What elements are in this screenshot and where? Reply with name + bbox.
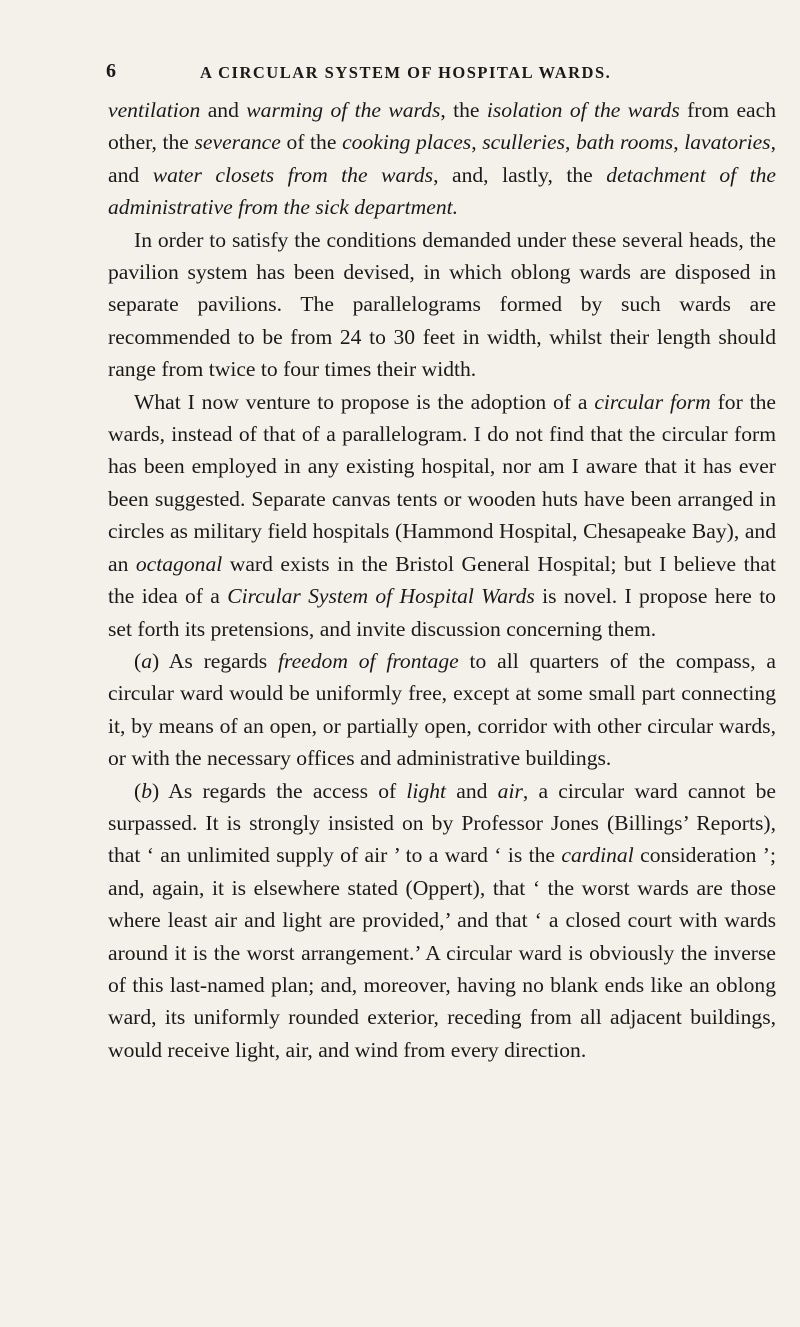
text-segment: and — [446, 778, 498, 803]
italic-text-segment: detachment of the administrative from the sick department. — [108, 162, 777, 220]
text-segment: is novel. I propose here to set forth its pretensions, and invite discussion concerning them. — [108, 584, 776, 641]
text-segment: ( — [134, 648, 142, 673]
italic-text-segment: water closets from the wards — [152, 162, 434, 187]
text-segment: of the — [280, 130, 343, 155]
italic-text-segment: octagonal — [135, 551, 223, 576]
text-segment: , a circular ward cannot be surpassed. It is strongly insisted on by Professor Jones (Billings’ Reports), that ‘ an unlimited supply of air ’ to a ward ‘ is the — [108, 778, 777, 868]
italic-text-segment: b — [141, 778, 152, 803]
italic-text-segment: sculleries — [482, 130, 565, 155]
italic-text-segment: bath rooms — [576, 130, 674, 155]
text-segment: , and — [108, 130, 776, 187]
italic-text-segment: Circular System of Hospital Wards — [227, 584, 535, 609]
text-segment: What I now venture to propose is the adoption of a — [134, 389, 595, 414]
italic-text-segment: circular form — [594, 389, 711, 414]
italic-text-segment: a — [141, 648, 152, 673]
italic-text-segment: air — [497, 778, 523, 803]
italic-text-segment: warming of the wards — [246, 98, 441, 122]
paragraph — [108, 94, 776, 224]
text-segment: for the wards, instead of that of a parallelogram. I do not find that the circular form has been employed in any existing hospital, nor am I aware that it has ever been suggested. Separate canvas tents or wooden huts have been arranged in circles as military field hospitals (Hammond Hospital, Chesapeake Bay), and an — [108, 389, 777, 576]
text-segment: from each other, the — [108, 98, 777, 155]
paragraph — [108, 645, 776, 775]
italic-text-segment: severance — [194, 130, 281, 155]
text-segment: ) As regards — [152, 648, 278, 673]
running-head: A CIRCULAR SYSTEM OF HOSPITAL WARDS. — [200, 63, 612, 82]
italic-text-segment: cooking places — [342, 130, 472, 155]
italic-text-segment: isolation of the wards — [486, 98, 680, 122]
text-segment: consideration ’; and, again, it is elsewhere stated (Oppert), that ‘ the worst wards are those where least air and light are provided,’ and that ‘ a closed court with wards around it is the worst arrangement.’ A circular ward is obviously the inverse of this last-named plan; and, moreover, having no blank ends like an oblong ward, its uniformly rounded exterior, receding from all adjacent buildings, would receive light, air, and wind from every direction. — [108, 843, 776, 1062]
italic-text-segment: cardinal — [561, 843, 634, 868]
italic-text-segment: ventilation — [108, 98, 201, 122]
body-text — [108, 94, 776, 1066]
text-segment: , — [673, 130, 685, 155]
page-number: 6 — [106, 60, 116, 82]
text-segment: , — [564, 130, 576, 155]
text-segment: In order to satisfy the conditions demanded under these several heads, the pavilion system has been devised, in which oblong wards are disposed in separate pavilions. The parallelograms formed by such wards are recommended to be from 24 to 30 feet in width, whilst their length should range from twice to four times their width. — [108, 227, 776, 382]
text-segment: ( — [134, 778, 142, 803]
text-segment: , — [471, 130, 483, 155]
text-segment: , the — [440, 98, 487, 122]
text-segment: to all quarters of the compass, a circular ward would be uniformly free, except at some small part connecting it, by means of an open, or partially open, corridor with other circular wards, or with the necessary offices and administrative buildings. — [108, 648, 776, 771]
book-page — [108, 60, 776, 1066]
italic-text-segment: freedom of frontage — [277, 648, 459, 673]
paragraph — [108, 224, 776, 386]
text-segment: and — [200, 98, 247, 122]
text-segment: , and, lastly, the — [433, 162, 607, 187]
paragraph — [108, 775, 776, 1067]
text-segment: ward exists in the Bristol General Hospital; but I believe that the idea of a — [108, 551, 776, 609]
paragraph — [108, 386, 776, 645]
text-segment: ) As regards the access of — [152, 778, 407, 803]
page-header — [108, 60, 776, 94]
italic-text-segment: lavatories — [684, 130, 771, 155]
italic-text-segment: light — [406, 778, 447, 803]
